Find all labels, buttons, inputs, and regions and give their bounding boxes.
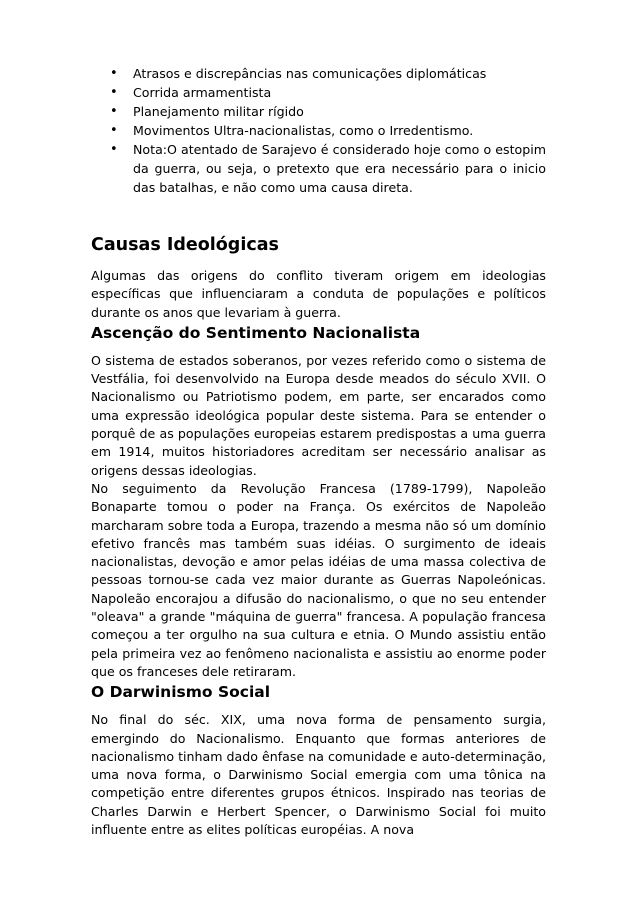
bullet-item: • Movimentos Ultra-nacionalistas, como o Irredentismo. (106, 121, 546, 140)
bullet-item: • Planejamento militar rígido (106, 102, 546, 121)
paragraph-darwinismo: No final do séc. XIX, uma nova forma de pensamento surgia, emergindo do Nacionalismo. Enquanto que formas anteriores de nacionalismo tinham dado ênfase na comunidade e auto-determinação, uma nova forma, o Darwinismo Social emergia com uma tônica na competição entre diferentes grupos étnicos. Inspirado nas teorias de Charles Darwin e Herbert Spencer, o Darwinismo Social foi muito influente entre as elites políticas européias. A nova (91, 712, 546, 838)
paragraph-vestfalia: O sistema de estados soberanos, por vezes referido como o sistema de Vestfália, foi desenvolvido na Europa desde meados do século XVII. O Nacionalismo ou Patriotismo podem, em parte, ser encarados como uma expressão ideológica popular deste sistema. Para se entender o porquê de as populações europeias estarem predispostas a uma guerra em 1914, muitos historiadores acreditam ser necessário analisar as origens dessas ideologias. (91, 352, 546, 478)
bullet-item: • Atrasos e discrepâncias nas comunicações diplomáticas (106, 64, 546, 83)
causes-bullet-list (106, 64, 546, 197)
bullet-item: • Nota:O atentado de Sarajevo é considerado hoje como o estopim da guerra, ou seja, o pretexto que era necessário para o inicio das batalhas, e não como uma causa direta. (106, 140, 546, 197)
heading-ascencao-nacionalista: Ascenção do Sentimento Nacionalista (91, 323, 421, 342)
heading-causas-ideologicas: Causas Ideológicas (91, 235, 279, 255)
paragraph-napoleao: No seguimento da Revolução Francesa (1789-1799), Napoleão Bonaparte tomou o poder na França. Os exércitos de Napoleão marcharam sobre toda a Europa, trazendo a mesma não só um domínio efetivo francês mas também suas idéias. O surgimento de ideais nacionalistas, devoção e amor pelas idéias de uma massa colectiva de pessoas tornou-se cada vez maior durante as Guerras Napoleónicas. Napoleão encorajou a difusão do nacionalismo, o que no seu entender "oleava" a grande "máquina de guerra" francesa. A população francesa começou a ter orgulho na sua cultura e etnia. O Mundo assistiu então pela primeira vez ao fenômeno nacionalista e assistiu ao enorme poder que os franceses dele retiraram. (91, 480, 546, 679)
bullet-item: • Corrida armamentista (106, 83, 546, 102)
heading-darwinismo-social: O Darwinismo Social (91, 683, 271, 702)
paragraph-causas-ideologicas: Algumas das origens do conflito tiveram origem em ideologias específicas que influenciaram a conduta de populações e políticos durante os anos que levariam à guerra. (91, 268, 546, 320)
document-body (91, 232, 546, 839)
